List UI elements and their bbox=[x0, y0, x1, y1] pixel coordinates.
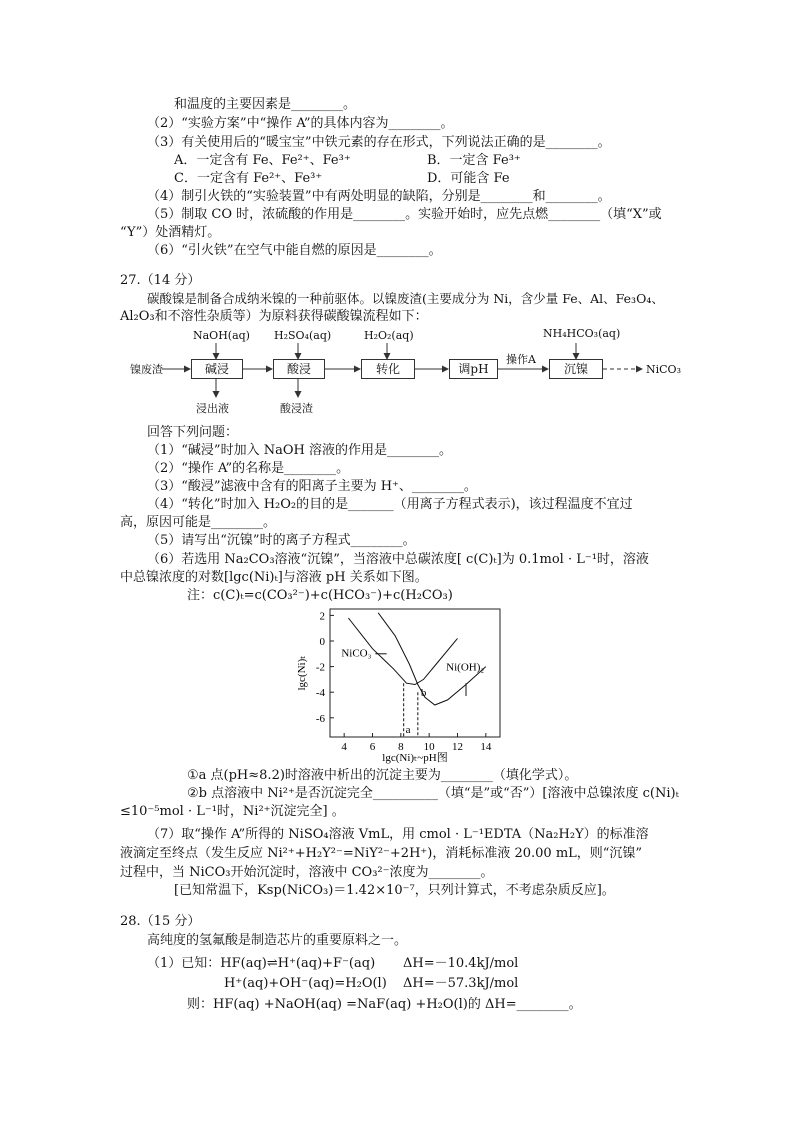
flow-box-alkali-leach: 碱浸 bbox=[191, 359, 243, 379]
q28-dh1: ΔH=－10.4kJ/mol bbox=[403, 956, 519, 971]
flow-end: NiCO₃ bbox=[646, 363, 681, 376]
flow-box-precipitate: 沉镍 bbox=[549, 359, 603, 379]
x-tick-label: 6 bbox=[369, 741, 376, 753]
reagent-h2so4: H₂SO₄(aq) bbox=[274, 329, 332, 342]
flow-box-convert: 转化 bbox=[361, 359, 415, 379]
q26-line5: （5）制取 CO 时，浓硫酸的作用是________。实验开始时，应先点燃________（填“X”或 bbox=[147, 207, 662, 222]
flow-box-adjust-ph: 调pH bbox=[449, 359, 498, 379]
q28-eq3: 则：HF(aq) +NaOH(aq) =NaF(aq) +H₂O(l)的 ΔH=________。 bbox=[187, 997, 582, 1012]
y-tick-label: -4 bbox=[315, 687, 325, 700]
series-label-nico3: NiCO₃ bbox=[341, 647, 372, 660]
operation-a-label: 操作A bbox=[506, 353, 536, 366]
x-axis-label: lgc(Ni)ₜ~pH图 bbox=[382, 752, 448, 764]
q26-line1: 和温度的主要因素是________。 bbox=[174, 97, 357, 112]
point-label-a: a bbox=[405, 724, 411, 736]
q27-sub4b: 高，原因可能是________。 bbox=[120, 515, 277, 530]
q26-option-a: A．一定含有 Fe、Fe²⁺、Fe³⁺ bbox=[174, 153, 351, 168]
q27-intro1: 碳酸镍是制备合成纳米镍的一种前驱体。以镍废渣(主要成分为 Ni，含少量 Fe、Al、Fe₃O₄、 bbox=[147, 291, 664, 306]
q26-line4: （4）制引火铁的“实验装置”中有两处明显的缺陷，分别是________和________。 bbox=[147, 189, 611, 204]
y-axis-label: lgc(Ni)ₜ bbox=[296, 655, 308, 691]
q26-line2: （2）“实验方案”中“操作 A”的具体内容为________。 bbox=[147, 116, 454, 131]
q26-option-b: B．一定含 Fe³⁺ bbox=[427, 153, 521, 168]
reagent-nh4hco3: NH₄HCO₃(aq) bbox=[543, 327, 621, 340]
x-tick-label: 14 bbox=[480, 741, 492, 753]
x-tick-label: 10 bbox=[423, 741, 435, 753]
q27-sub3: （3）“酸浸”滤液中含有的阳离子主要为 H⁺、________。 bbox=[147, 479, 477, 494]
q26-line6: （6）“引火铁”在空气中能自燃的原因是________。 bbox=[147, 243, 442, 258]
q27-sub4: （4）“转化”时加入 H₂O₂的目的是_______（用离子方程式表示)，该过程温度不宜过 bbox=[147, 497, 633, 512]
q28-header: 28.（15 分） bbox=[120, 914, 201, 929]
flow-out-residue: 酸浸渣 bbox=[280, 402, 313, 415]
q27-sub5: （5）请写出“沉镍”时的离子方程式________。 bbox=[147, 533, 416, 548]
flow-arrows bbox=[0, 0, 794, 420]
q26-option-c: C．一定含有 Fe²⁺、Fe³⁺ bbox=[174, 171, 323, 186]
q28-eq2: H⁺(aq)+OH⁻(aq)=H₂O(l) bbox=[224, 976, 387, 991]
q26-line5b: “Y”）处酒精灯。 bbox=[120, 225, 221, 240]
x-tick-label: 8 bbox=[398, 741, 404, 753]
flow-box-acid-leach: 酸浸 bbox=[273, 359, 325, 379]
reagent-naoh: NaOH(aq) bbox=[193, 329, 250, 342]
q27-sub7d: [已知常温下，Ksp(NiCO₃)＝1.42×10⁻⁷，只列计算式，不考虑杂质反应]。 bbox=[174, 883, 615, 898]
x-tick-label: 12 bbox=[452, 741, 463, 753]
q27-sub6b: 中总镍浓度的对数[lgc(Ni)ₜ]与溶液 pH 关系如下图。 bbox=[120, 570, 428, 585]
series-line-nico3 bbox=[348, 618, 457, 685]
q27-intro2: Al₂O₃和不溶性杂质等）为原料获得碳酸镍流程如下： bbox=[120, 309, 428, 324]
series-label-nioh2: Ni(OH)₂ bbox=[446, 661, 485, 674]
y-tick-label: -2 bbox=[315, 661, 325, 674]
q27-sub2: （2）“操作 A”的名称是________。 bbox=[147, 461, 350, 476]
q27-sub7c: 过程中，当 NiCO₃开始沉淀时，溶液中 CO₃²⁻浓度为________。 bbox=[120, 865, 494, 880]
q27-sub6: （6）若选用 Na₂CO₃溶液“沉镍”，当溶液中总碳浓度[ c(C)ₜ]为 0.1mol · L⁻¹时，溶液 bbox=[147, 552, 649, 567]
q28-eq1: （1）已知：HF(aq)⇌H⁺(aq)+F⁻(aq) bbox=[147, 956, 376, 971]
y-tick-label: 2 bbox=[319, 610, 325, 623]
x-tick-label: 4 bbox=[341, 741, 347, 753]
chart-frame bbox=[330, 609, 500, 737]
q27-answer-prompt: 回答下列问题： bbox=[147, 425, 239, 440]
flow-start: 镍废渣 bbox=[130, 363, 163, 376]
q26-line3: （3）有关使用后的“暖宝宝”中铁元素的存在形式，下列说法正确的是________。 bbox=[147, 135, 611, 150]
q28-intro: 高纯度的氢氟酸是制造芯片的重要原料之一。 bbox=[147, 933, 408, 948]
q26-option-d: D．可能含 Fe bbox=[427, 171, 510, 186]
q27-sub6-q2b: ≤10⁻⁵mol · L⁻¹时，Ni²⁺沉淀完全] 。 bbox=[120, 804, 345, 819]
point-label-b: b bbox=[420, 687, 427, 700]
q27-header: 27.（14 分） bbox=[120, 273, 201, 288]
q27-sub6-q1: ①a 点(pH≈8.2)时溶液中析出的沉淀主要为________（填化学式）。 bbox=[187, 768, 578, 783]
q27-sub7b: 液滴定至终点（发生反应 Ni²⁺+H₂Y²⁻=NiY²⁻+2H⁺)，消耗标准液 20.00 mL，则“沉镍” bbox=[120, 846, 643, 861]
flow-out-leachate: 浸出液 bbox=[196, 402, 229, 415]
q27-sub1: （1）“碱浸”时加入 NaOH 溶液的作用是________。 bbox=[147, 443, 452, 458]
y-tick-label: -6 bbox=[315, 712, 325, 725]
flow-diagram bbox=[0, 0, 794, 420]
q27-sub6-q2: ②b 点溶液中 Ni²⁺是否沉淀完全__________（填“是”或“否”）[溶液中总镍浓度 c(Ni)ₜ bbox=[187, 786, 679, 801]
series-line-nioh2 bbox=[378, 613, 486, 705]
y-tick-label: 0 bbox=[319, 636, 325, 648]
reagent-h2o2: H₂O₂(aq) bbox=[364, 329, 414, 342]
q28-dh2: ΔH=－57.3kJ/mol bbox=[403, 976, 519, 991]
q27-note: 注：c(C)ₜ=c(CO₃²⁻)+c(HCO₃⁻)+c(H₂CO₃) bbox=[187, 588, 453, 603]
q27-sub7: （7）取“操作 A”所得的 NiSO₄溶液 VmL，用 cmol · L⁻¹EDTA（Na₂H₂Y）的标准溶 bbox=[147, 827, 649, 842]
